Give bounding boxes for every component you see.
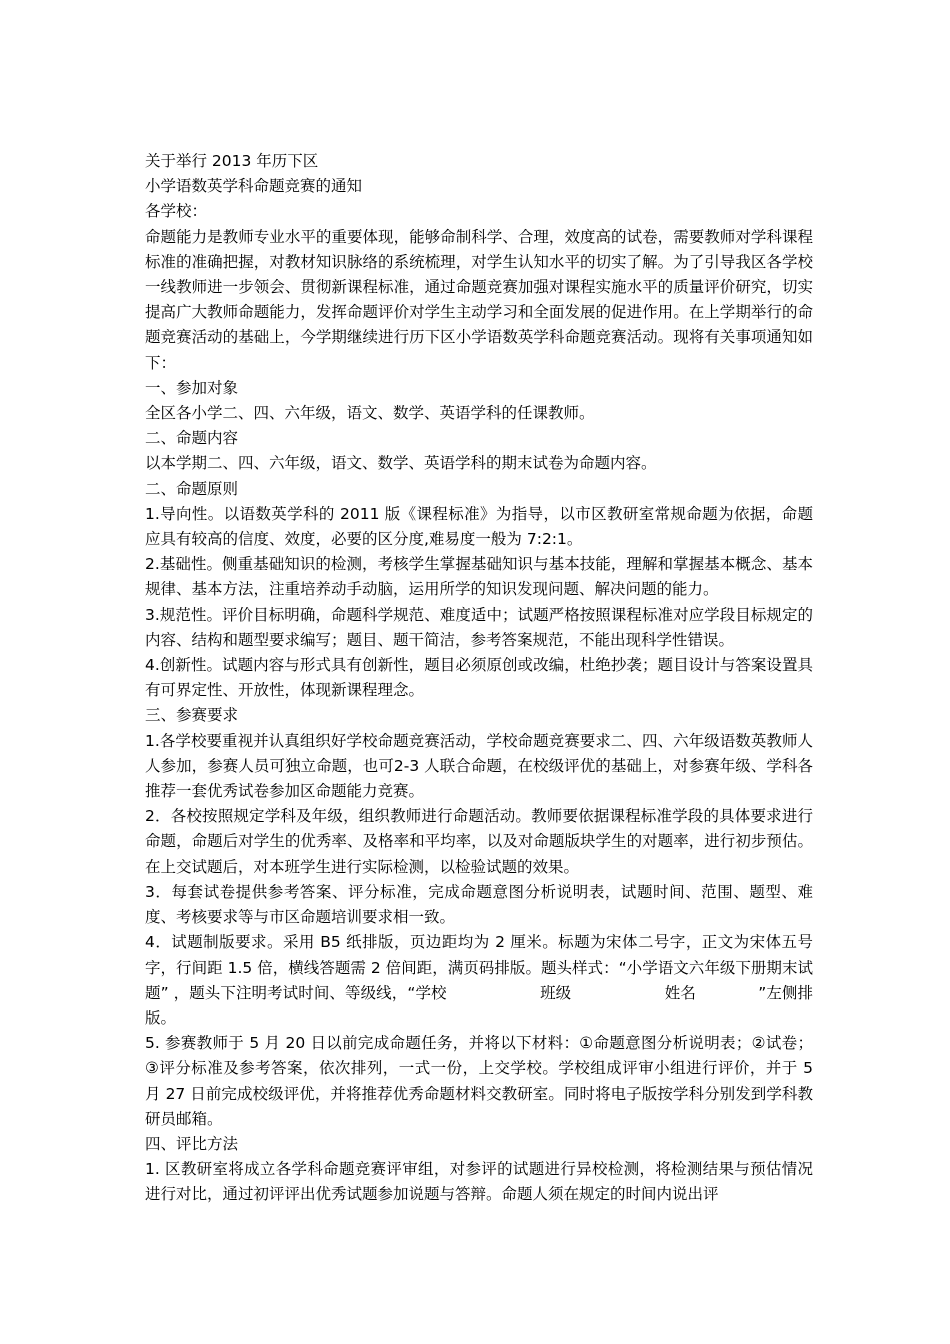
requirement-item: 2．各校按照规定学科及年级，组织教师进行命题活动。教师要依据课程标准学段的具体要求进行命题，命题后对学生的优秀率、及格率和平均率，以及对命题版块学生的对题率，进行初步预估。在上交试题后，对本班学生进行实际检测，以检验试题的效果。 xyxy=(145,807,813,876)
salutation: 各学校： xyxy=(145,202,208,221)
requirement-item: 1.各学校要重视并认真组织好学校命题竞赛活动，学校命题竞赛要求二、四、六年级语数英教师人人参加，参赛人员可独立命题，也可2-3 人联合命题，在校级评优的基础上，对参赛年级、学科各推荐一套优秀试卷参加区命题能力竞赛。 xyxy=(145,731,813,801)
document-title-line-1: 关于举行 2013 年历下区 xyxy=(145,152,319,170)
intro-paragraph: 命题能力是教师专业水平的重要体现，能够命制科学、合理，效度高的试卷，需要教师对学科课程标准的准确把握，对教材知识脉络的系统梳理，对学生认知水平的切实了解。为了引导我区各学校一线教师进一步领会、贯彻新课程标准，通过命题竞赛加强对课程实施水平的质量评价研究，切实提高广大教师命题能力，发挥命题评价对学生主动学习和全面发展的促进作用。在上学期举行的命题竞赛活动的基础上，今学期继续进行历下区小学语数英学科命题竞赛活动。现将有关事项通知如下： xyxy=(145,227,813,372)
principle-item: 4.创新性。试题内容与形式具有创新性，题目必须原创或改编，杜绝抄袭；题目设计与答案设置具有可界定性、开放性，体现新课程理念。 xyxy=(145,656,813,700)
content-text: 以本学期二、四、六年级，语文、数学、英语学科的期末试卷为命题内容。 xyxy=(145,454,657,473)
section-heading-content: 二、命题内容 xyxy=(145,429,239,448)
principle-item: 3.规范性。评价目标明确，命题科学规范、难度适中；试题严格按照课程标准对应学段目标规定的内容、结构和题型要求编写；题目、题干简洁，参考答案规范，不能出现科学性错误。 xyxy=(145,605,813,649)
section-heading-methods: 四、评比方法 xyxy=(145,1134,239,1153)
section-heading-requirements: 三、参赛要求 xyxy=(145,706,239,725)
requirement-item: 3．每套试卷提供参考答案、评分标准，完成命题意图分析说明表，试题时间、范围、题型、难度、考核要求等与市区命题培训要求相一致。 xyxy=(145,882,813,927)
participants-text: 全区各小学二、四、六年级，语文、数学、英语学科的任课教师。 xyxy=(145,404,595,423)
requirement-item: 4．试题制版要求。采用 B5 纸排版，页边距均为 2 厘米。标题为宋体二号字，正文为宋体五号字，行间距 1.5 倍，横线答题需 2 倍间距，满页码排版。题头样式：“小学语文六年级下册期末试题” ，题头下注明考试时间、等级线，“学校 班级 姓名 ”左侧排版。 xyxy=(145,933,813,1027)
principle-item: 1.导向性。以语数英学科的 2011 版《课程标准》为指导，以市区教研室常规命题为依据，命题应具有较高的信度、效度，必要的区分度,难易度一般为 7:2:1。 xyxy=(145,504,813,549)
principle-item: 2.基础性。侧重基础知识的检测，考核学生掌握基础知识与基本技能，理解和掌握基本概念、基本规律、基本方法，注重培养动手动脑，运用所学的知识发现问题、解决问题的能力。 xyxy=(145,555,813,599)
document-page xyxy=(145,149,813,1208)
method-item: 1. 区教研室将成立各学科命题竞赛评审组，对参评的试题进行异校检测，将检测结果与预估情况进行对比，通过初评评出优秀试题参加说题与答辩。命题人须在规定的时间内说出评 xyxy=(145,1160,813,1204)
requirement-item: 5. 参赛教师于 5 月 20 日以前完成命题任务，并将以下材料：①命题意图分析说明表；②试卷；③评分标准及参考答案，依次排列，一式一份，上交学校。学校组成评审小组进行评价，并于 5 月 27 日前完成校级评优，并将推荐优秀命题材料交教研室。同时将电子版按学科分别发到学科教研员邮箱。 xyxy=(145,1034,813,1128)
section-heading-participants: 一、参加对象 xyxy=(145,378,239,397)
document-title-line-2: 小学语数英学科命题竞赛的通知 xyxy=(145,177,363,196)
section-heading-principles: 二、命题原则 xyxy=(145,479,239,498)
